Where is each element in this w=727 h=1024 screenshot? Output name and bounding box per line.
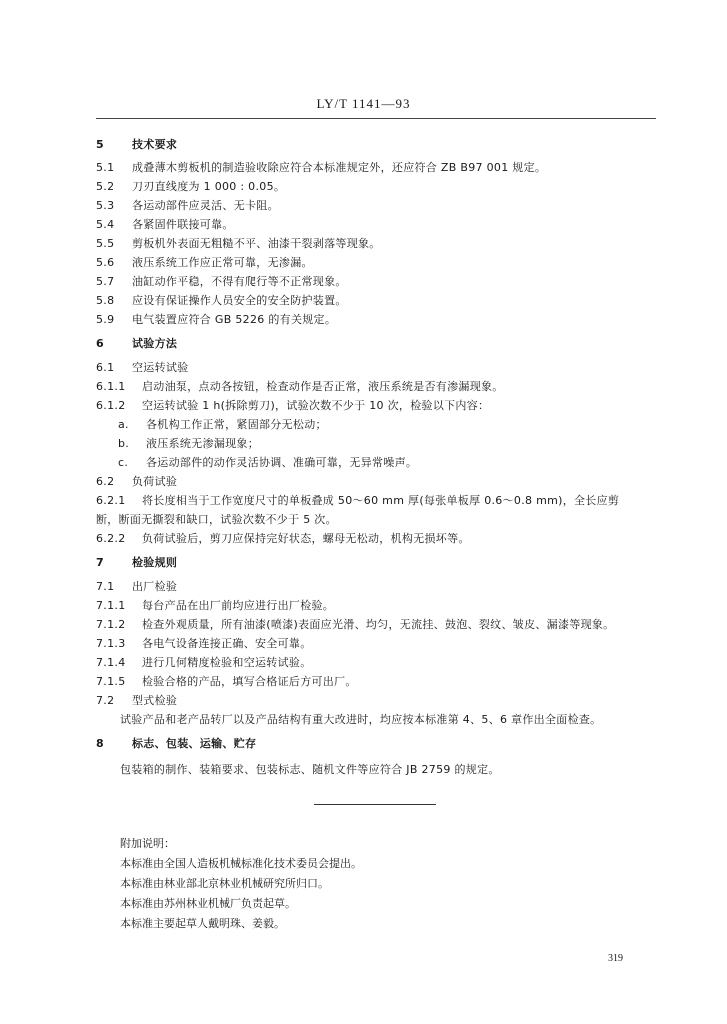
clause-number: 5.7 — [96, 275, 115, 288]
clause-text-continued: 断，断面无撕裂和缺口，试验次数不少于 5 次。 — [96, 513, 337, 526]
clause-number: 5.8 — [96, 294, 115, 307]
note-line: 本标准由林业部北京林业机械研究所归口。 — [120, 877, 329, 890]
note-line: 本标准由苏州林业机械厂负责起草。 — [120, 897, 296, 910]
clause-7-1-2 — [96, 617, 614, 633]
clause-6-2-1-continued — [96, 512, 337, 528]
end-rule — [314, 804, 436, 805]
clause-number: 6.2.2 — [96, 532, 126, 545]
clause-number: 6.1 — [96, 361, 115, 374]
clause-number: 7.1.3 — [96, 637, 126, 650]
clause-number: 7.1 — [96, 580, 115, 593]
list-text: 液压系统无渗漏现象； — [146, 437, 259, 450]
note-line: 本标准主要起草人戴明珠、姜毅。 — [120, 917, 285, 930]
section-5-heading — [96, 137, 177, 153]
clause-6-2-2 — [96, 531, 470, 547]
clause-number: 6.1.1 — [96, 380, 126, 393]
clause-number: 7.1.4 — [96, 656, 126, 669]
clause-text: 负荷试验后，剪刀应保持完好状态，螺母无松动，机构无损坏等。 — [142, 532, 470, 545]
clause-number: 6.1.2 — [96, 399, 126, 412]
section-title: 技术要求 — [132, 138, 178, 151]
clause-body: 试验产品和老产品转厂以及产品结构有重大改进时，均应按本标准第 4、5、6 章作出全面检查。 — [120, 713, 602, 726]
section-number: 5 — [96, 138, 104, 151]
list-marker: a. — [118, 418, 129, 431]
note-line: 本标准由全国人造板机械标准化技术委员会提出。 — [120, 857, 362, 870]
clause-6-1 — [96, 360, 189, 376]
section-body: 包装箱的制作、装箱要求、包装标志、随机文件等应符合 JB 2759 的规定。 — [120, 763, 500, 776]
clause-text: 油缸动作平稳，不得有爬行等不正常现象。 — [132, 275, 347, 288]
clause-6-2-1 — [96, 493, 619, 509]
clause-number: 5.1 — [96, 161, 115, 174]
clause-text: 检查外观质量，所有油漆(喷漆)表面应光滑、均匀，无流挂、鼓泡、裂纹、皱皮、漏漆等现象。 — [142, 618, 615, 631]
clause-number: 5.4 — [96, 218, 115, 231]
clause-6-1-2 — [96, 398, 489, 414]
clause-6-2 — [96, 474, 177, 490]
clause-5-9 — [96, 312, 336, 328]
clause-text: 各紧固件联接可靠。 — [132, 218, 234, 231]
list-text: 各运动部件的动作灵活协调、准确可靠，无异常噪声。 — [146, 456, 418, 469]
section-7-heading — [96, 555, 177, 571]
clause-text: 空运转试验 1 h(拆除剪刀)，试验次数不少于 10 次，检验以下内容： — [142, 399, 490, 412]
header-rule — [96, 118, 656, 119]
clause-text: 空运转试验 — [132, 361, 189, 374]
section-number: 8 — [96, 737, 104, 750]
clause-text: 负荷试验 — [132, 475, 178, 488]
clause-text: 出厂检验 — [132, 580, 178, 593]
clause-number: 7.2 — [96, 694, 115, 707]
clause-7-1-5 — [96, 674, 357, 690]
clause-5-4 — [96, 217, 234, 233]
notes-title: 附加说明： — [120, 837, 175, 850]
standard-code-header: LY/T 1141—93 — [316, 96, 411, 111]
list-marker: b. — [118, 437, 130, 450]
clause-7-1-3 — [96, 636, 312, 652]
section-number: 6 — [96, 337, 104, 350]
clause-number: 5.3 — [96, 199, 115, 212]
section-title: 检验规则 — [132, 556, 178, 569]
clause-7-1-1 — [96, 598, 334, 614]
clause-6-1-1 — [96, 379, 504, 395]
list-item-b — [118, 436, 259, 452]
clause-5-7 — [96, 274, 347, 290]
clause-text: 检验合格的产品，填写合格证后方可出厂。 — [142, 675, 357, 688]
clause-5-3 — [96, 198, 279, 214]
clause-number: 5.9 — [96, 313, 115, 326]
clause-text: 刀刃直线度为 1 000 : 0.05。 — [132, 180, 286, 193]
clause-number: 5.2 — [96, 180, 115, 193]
clause-text: 成叠薄木剪板机的制造验收除应符合本标准规定外，还应符合 ZB B97 001 规定。 — [132, 161, 547, 174]
clause-text: 型式检验 — [132, 694, 178, 707]
section-number: 7 — [96, 556, 104, 569]
page-number: 319 — [608, 953, 623, 964]
section-8-body — [120, 762, 500, 778]
clause-7-1-4 — [96, 655, 312, 671]
clause-5-1 — [96, 160, 546, 176]
clause-7-2 — [96, 693, 177, 709]
clause-text: 剪板机外表面无粗糙不平、油漆干裂剥落等现象。 — [132, 237, 381, 250]
clause-number: 7.1.5 — [96, 675, 126, 688]
clause-number: 6.2 — [96, 475, 115, 488]
section-title: 标志、包装、运输、贮存 — [132, 737, 257, 750]
clause-5-5 — [96, 236, 381, 252]
clause-text: 将长度相当于工作宽度尺寸的单板叠成 50～60 mm 厚(每张单板厚 0.6～0.8 mm)，全长应剪 — [142, 494, 620, 507]
clause-text: 液压系统工作应正常可靠，无渗漏。 — [132, 256, 313, 269]
clause-5-8 — [96, 293, 347, 309]
section-title: 试验方法 — [132, 337, 178, 350]
clause-5-2 — [96, 179, 285, 195]
clause-text: 电气装置应符合 GB 5226 的有关规定。 — [132, 313, 337, 326]
clause-text: 进行几何精度检验和空运转试验。 — [142, 656, 312, 669]
list-marker: c. — [118, 456, 129, 469]
list-item-c — [118, 455, 417, 471]
clause-7-1 — [96, 579, 177, 595]
clause-text: 每台产品在出厂前均应进行出厂检验。 — [142, 599, 335, 612]
clause-number: 5.5 — [96, 237, 115, 250]
clause-text: 启动油泵，点动各按钮，检查动作是否正常，液压系统是否有渗漏现象。 — [142, 380, 504, 393]
clause-number: 5.6 — [96, 256, 115, 269]
clause-number: 7.1.2 — [96, 618, 126, 631]
clause-7-2-body — [120, 712, 602, 728]
section-8-heading — [96, 736, 256, 752]
list-text: 各机构工作正常，紧固部分无松动； — [146, 418, 327, 431]
clause-text: 应设有保证操作人员安全的安全防护装置。 — [132, 294, 347, 307]
clause-number: 6.2.1 — [96, 494, 126, 507]
clause-5-6 — [96, 255, 313, 271]
clause-text: 各运动部件应灵活、无卡阻。 — [132, 199, 279, 212]
list-item-a — [118, 417, 327, 433]
clause-number: 7.1.1 — [96, 599, 126, 612]
section-6-heading — [96, 336, 177, 352]
clause-text: 各电气设备连接正确、安全可靠。 — [142, 637, 312, 650]
